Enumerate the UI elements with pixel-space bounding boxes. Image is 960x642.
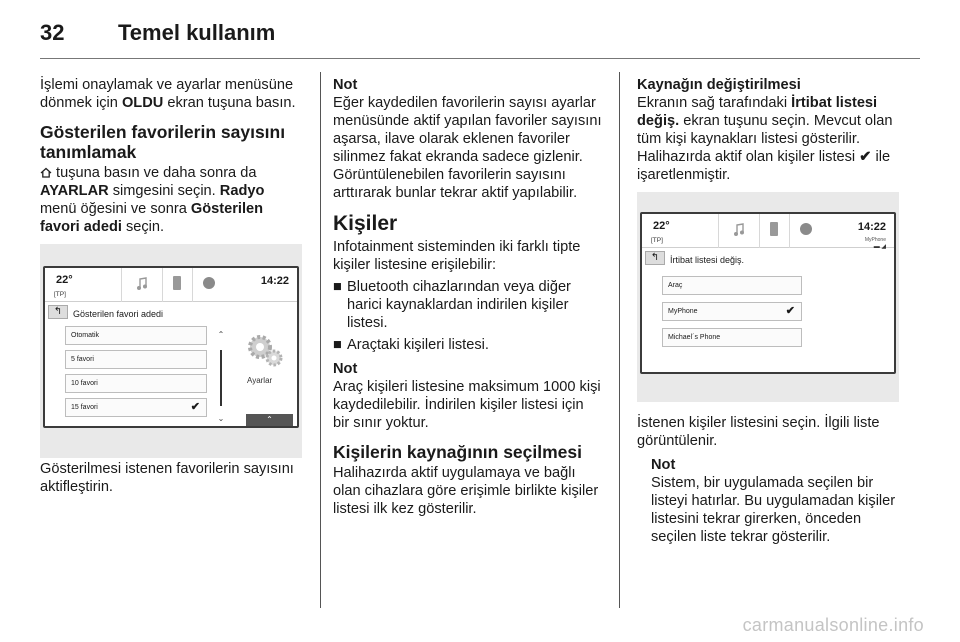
check-icon: ✔ xyxy=(190,401,200,413)
status-bar xyxy=(642,214,894,248)
intro-paragraph: İşlemi onaylamak ve ayarlar menüsüne dönmek için OLDU ekran tuşuna basın. xyxy=(40,77,296,111)
list-item[interactable]: Michael´s Phone xyxy=(662,328,802,347)
scroll-up-icon[interactable]: ⌃ xyxy=(217,330,225,339)
list-item[interactable]: Araç xyxy=(662,276,802,295)
section-heading-source: Kişilerin kaynağının seçilmesi xyxy=(333,442,582,462)
page-header-title: Temel kullanım xyxy=(118,20,276,45)
bullet-item: ■ Bluetooth cihazlarından veya diğer harici kaynaklardan indirilen kişiler listesi. xyxy=(333,279,571,331)
navigation-icon xyxy=(800,223,812,235)
back-row xyxy=(642,249,894,267)
section-heading-contacts: Kişiler xyxy=(333,212,398,235)
list-item[interactable]: 5 favori xyxy=(65,350,207,369)
tp-indicator: [TP] xyxy=(54,291,66,298)
back-arrow-icon: ↰ xyxy=(650,252,660,263)
subheading-change-source: Kaynağın değiştirilmesi xyxy=(637,77,801,93)
signal-battery-icon: ▬ ◢ xyxy=(873,244,886,250)
collapse-button[interactable]: ⌃ xyxy=(246,414,293,426)
back-button[interactable] xyxy=(645,251,665,265)
note-text: Sistem, bir uygulamada seçilen bir listeyi hatırlar. Bu uygulamadan kişiler listesini tekrar girerken, önceden seçilen liste tekrar gösterilir. xyxy=(651,475,896,545)
note-block xyxy=(637,456,907,546)
select-list-paragraph: İstenen kişiler listesini seçin. İlgili liste görüntülenir. xyxy=(637,415,880,449)
scroll-down-icon[interactable]: ⌄ xyxy=(217,414,225,423)
screenshot-favorites xyxy=(40,244,302,458)
separator xyxy=(759,214,760,248)
home-icon xyxy=(40,165,52,181)
music-icon xyxy=(733,223,745,244)
note-text: Eğer kaydedilen favorilerin sayısı ayarlar menüsünde aktif yapılan favoriler sayısını aşarsa, ilave olarak eklenen favoriler silinmez fakat ekranda sadece gizlenir. Görüntülenebilen favorilerin sayısını arttırarak bunlar tekrar aktif yapılabilir. xyxy=(333,95,602,201)
settings-gear-icon[interactable] xyxy=(245,332,285,370)
watermark: carmanualsonline.info xyxy=(742,615,924,635)
caption: Gösterilmesi istenen favorilerin sayısını aktifleştirin. xyxy=(40,461,294,495)
column-3 xyxy=(637,76,907,546)
note-label: Not xyxy=(651,457,676,473)
change-source-paragraph: Ekranın sağ tarafındaki İrtibat listesi değiş. ekran tuşunu seçin. Mevcut olan tüm kişi kaynakları listesi gösterilir. Halihazırda aktif olan kişiler listesi ✔ ile işaretlenmiştir. xyxy=(637,95,893,183)
menu-title: Gösterilen favori adedi xyxy=(73,309,164,319)
navigation-icon xyxy=(203,277,215,289)
back-button[interactable] xyxy=(48,305,68,319)
clock: 14:22 xyxy=(260,275,289,287)
phone-icon xyxy=(173,276,181,290)
check-icon: ✔ xyxy=(785,305,795,317)
contacts-intro: Infotainment sisteminden iki farklı tipte kişiler listesine erişilebilir: xyxy=(333,239,581,273)
scroll-thumb[interactable] xyxy=(220,350,222,406)
header-divider xyxy=(40,58,920,59)
column-divider-1 xyxy=(320,72,321,608)
screenshot-contacts xyxy=(637,192,899,402)
back-row xyxy=(45,303,297,321)
display-frame xyxy=(640,212,896,374)
tp-indicator: [TP] xyxy=(651,237,663,244)
temperature: 22° xyxy=(56,274,73,286)
page-header xyxy=(40,18,920,58)
step-paragraph: tuşuna basın ve daha sonra da AYARLAR simgesini seçin. Radyo menü öğesini ve sonra Gösterilen favori adedi seçin. xyxy=(40,165,265,235)
note-label: Not xyxy=(333,361,358,377)
column-2 xyxy=(333,76,603,518)
separator xyxy=(718,214,719,248)
page-number: 32 xyxy=(40,20,65,45)
menu-title: İrtibat listesi değiş. xyxy=(670,255,745,265)
scrollbar[interactable] xyxy=(216,326,226,423)
section-heading-favorites: Gösterilen favorilerin sayısını tanımlamak xyxy=(40,122,286,162)
display-frame xyxy=(43,266,299,428)
temperature: 22° xyxy=(653,220,670,232)
phone-icon xyxy=(770,222,778,236)
back-arrow-icon: ↰ xyxy=(53,306,63,317)
music-icon xyxy=(136,277,148,298)
check-icon: ✔ xyxy=(859,149,872,165)
note-text: Araç kişileri listesine maksimum 1000 kişi kaydedilebilir. İndirilen kişiler listesi için bir sınır yoktur. xyxy=(333,379,601,431)
column-1 xyxy=(40,76,302,496)
separator xyxy=(789,214,790,248)
clock: 14:22 xyxy=(857,221,886,233)
bullet-item: ■ Araçtaki kişileri listesi. xyxy=(333,337,489,353)
list-item[interactable]: Otomatik xyxy=(65,326,207,345)
list-item[interactable]: MyPhone ✔ xyxy=(662,302,802,321)
separator xyxy=(162,268,163,302)
separator xyxy=(192,268,193,302)
note-label: Not xyxy=(333,77,358,93)
settings-label: Ayarlar xyxy=(247,376,273,385)
source-paragraph: Halihazırda aktif uygulamaya ve bağlı olan cihazlara göre erişimle birlikte kişiler listesi ilk kez gösterilir. xyxy=(333,465,599,517)
status-bar xyxy=(45,268,297,302)
list-item[interactable]: 15 favori ✔ xyxy=(65,398,207,417)
list-item[interactable]: 10 favori xyxy=(65,374,207,393)
connected-phone-name: MyPhone xyxy=(864,237,886,243)
column-divider-2 xyxy=(619,72,620,608)
separator xyxy=(121,268,122,302)
